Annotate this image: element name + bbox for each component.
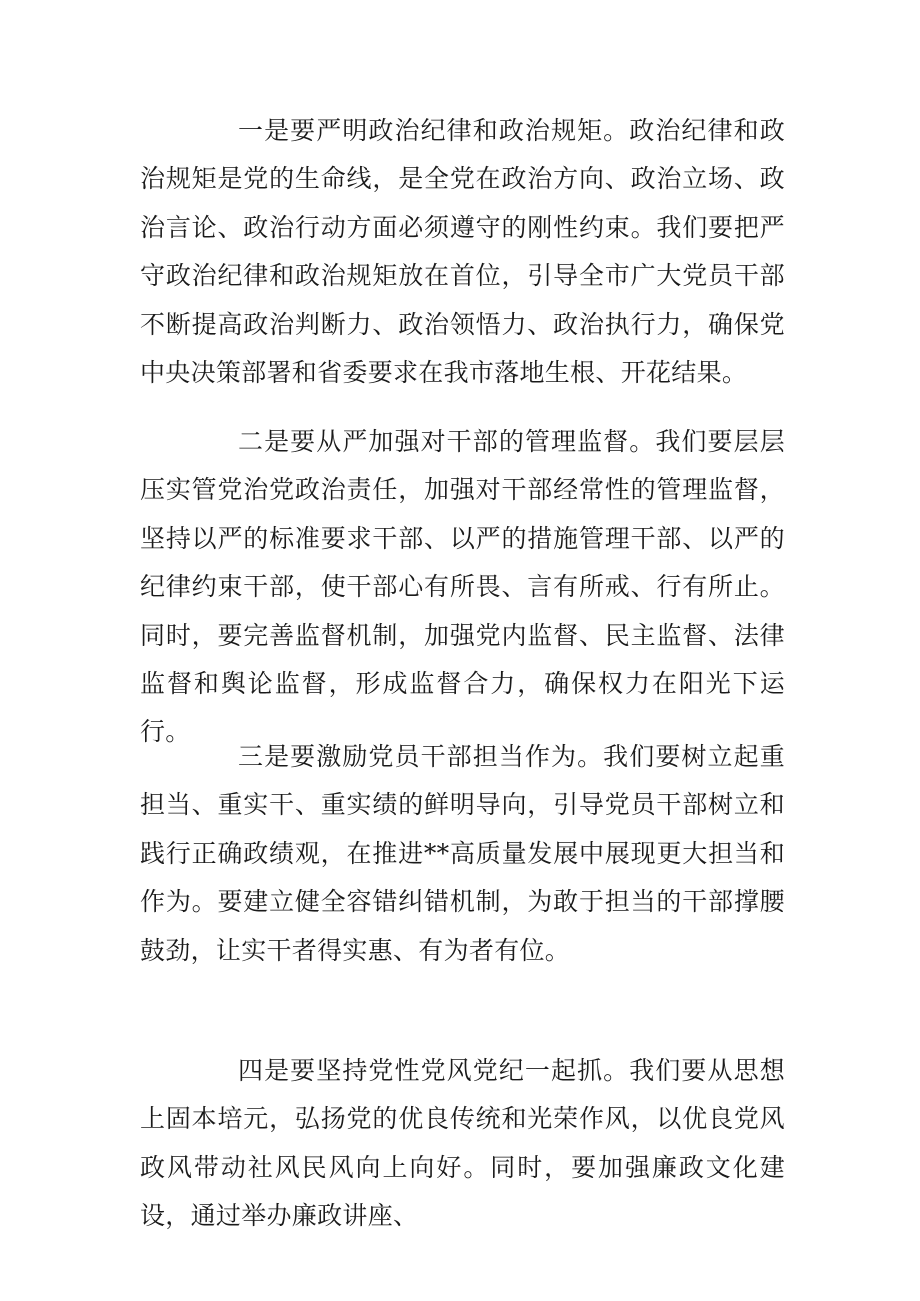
paragraph-party-conduct: 四是要坚持党性党风党纪一起抓。我们要从思想上固本培元，弘扬党的优良传统和光荣作风，以优良党风政风带动社风民风向上向好。同时，要加强廉政文化建设，通过举办廉政讲座、 [140,1056,785,1231]
paragraph-political-discipline: 一是要严明政治纪律和政治规矩。政治纪律和政治规矩是党的生命线，是全党在政治方向、政治立场、政治言论、政治行动方面必须遵守的刚性约束。我们要把严守政治纪律和政治规矩放在首位，引导全市广大党员干部不断提高政治判断力、政治领悟力、政治执行力，确保党中央决策部署和省委要求在我市落地生根、开花结果。 [140,116,785,388]
paragraph-cadre-responsibility: 三是要激励党员干部担当作为。我们要树立起重担当、重实干、重实绩的鲜明导向，引导党员干部树立和践行正确政绩观，在推进**高质量发展中展现更大担当和作为。要建立健全容错纠错机制，为敢于担当的干部撑腰鼓劲，让实干者得实惠、有为者有位。 [140,742,785,965]
paragraph-cadre-supervision: 二是要从严加强对干部的管理监督。我们要层层压实管党治党政治责任，加强对干部经常性的管理监督，坚持以严的标准要求干部、以严的措施管理干部、以严的纪律约束干部，使干部心有所畏、言有所戒、行有所止。同时，要完善监督机制，加强党内监督、民主监督、法律监督和舆论监督，形成监督合力，确保权力在阳光下运行。 [140,427,785,747]
